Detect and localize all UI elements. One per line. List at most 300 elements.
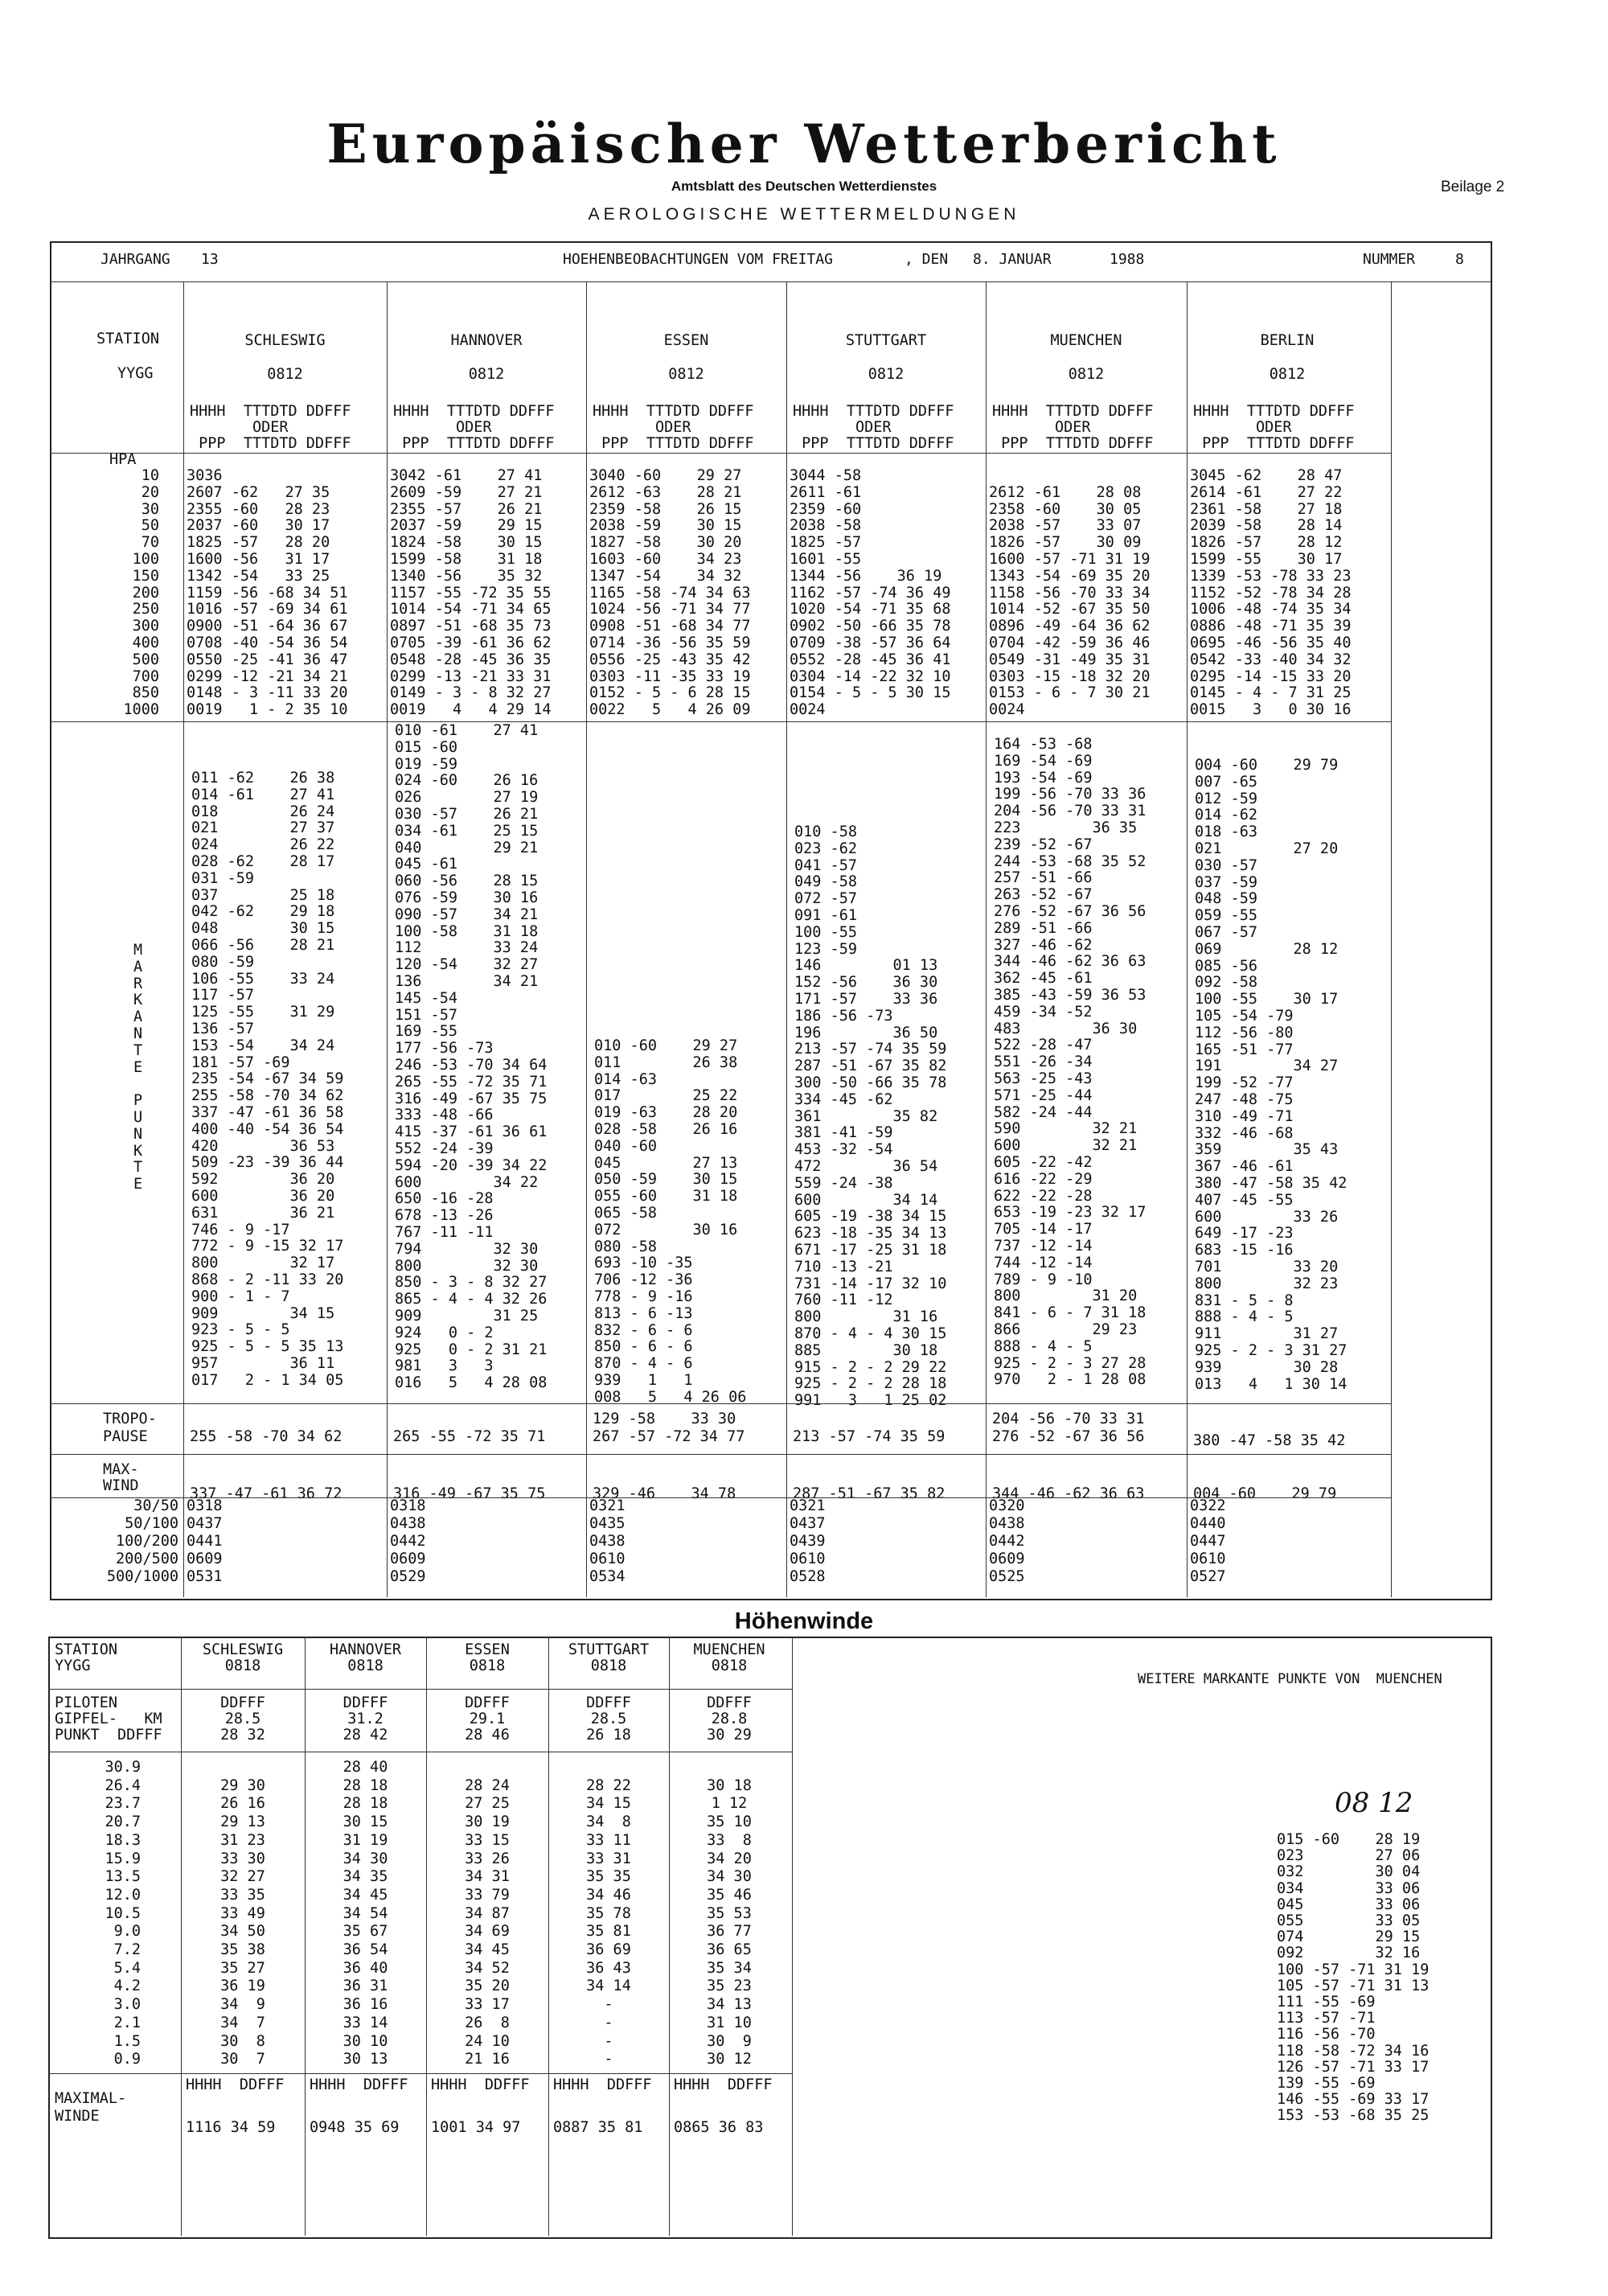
piloten-label: GIPFEL- KM xyxy=(55,1711,162,1727)
significant-point-value: 300 -50 -66 35 78 xyxy=(794,1074,947,1091)
significant-point-value: 420 36 53 xyxy=(191,1137,335,1155)
height-wind-value: 36 40 xyxy=(343,1959,388,1977)
standard-level-value: 0022 5 4 26 09 xyxy=(589,701,751,719)
significant-point-value: 800 32 30 xyxy=(395,1257,539,1275)
year: 1988 xyxy=(1110,251,1145,268)
row-divider xyxy=(50,721,1391,722)
significant-point-value: 459 -34 -52 xyxy=(994,1003,1093,1021)
wind-height: 5.4 xyxy=(113,1959,141,1977)
height-wind-value: 36 65 xyxy=(707,1941,752,1958)
station-yygg: 0812 xyxy=(668,366,704,383)
significant-point-value: 794 32 30 xyxy=(395,1240,539,1258)
standard-level-value: 1603 -60 34 23 xyxy=(589,551,742,568)
column-header: HHHH TTTDTD DDFFF xyxy=(190,403,351,420)
standard-level-value: 2612 -61 28 08 xyxy=(989,483,1142,501)
height-wind-value: 33 49 xyxy=(220,1904,265,1922)
tropopause-label: TROPO- xyxy=(103,1411,157,1427)
standard-level-value: 0708 -40 -54 36 54 xyxy=(187,635,348,651)
row-divider xyxy=(48,2073,792,2074)
significant-point-value: 622 -22 -28 xyxy=(994,1187,1093,1205)
significant-point-value: 925 0 - 2 31 21 xyxy=(395,1341,548,1358)
station-yygg: 0818 xyxy=(711,1657,748,1674)
markante-punkte-label: K xyxy=(133,992,143,1009)
significant-point-value: 415 -37 -61 36 61 xyxy=(395,1123,548,1141)
weitere-point-value: 100 -57 -71 31 19 xyxy=(1277,1961,1430,1978)
column-header: HHHH TTTDTD DDFFF xyxy=(393,403,555,420)
standard-level-value: 2609 -59 27 21 xyxy=(390,483,543,501)
significant-point-value: 090 -57 34 21 xyxy=(395,906,539,923)
nummer: 8 xyxy=(1455,251,1464,268)
standard-level-value: 3045 -62 28 47 xyxy=(1190,467,1343,484)
height-wind-value: 33 26 xyxy=(465,1850,510,1867)
significant-point-value: 925 - 2 - 3 31 27 xyxy=(1195,1342,1348,1359)
significant-point-value: 925 - 2 - 3 27 28 xyxy=(994,1354,1147,1372)
standard-level-value: 2038 -58 xyxy=(790,517,862,535)
thickness-value: 0610 xyxy=(589,1551,626,1567)
station-yygg: 0818 xyxy=(224,1657,261,1674)
significant-point-value: 900 - 1 - 7 xyxy=(191,1288,290,1305)
significant-point-value: 316 -49 -67 35 75 xyxy=(395,1090,548,1107)
tropopause-label: PAUSE xyxy=(103,1428,148,1445)
wind-height: 30.9 xyxy=(105,1759,141,1776)
standard-level-value: 2607 -62 27 35 xyxy=(187,483,330,501)
thickness-label: 50/100 xyxy=(125,1515,178,1532)
significant-point-value: 223 36 35 xyxy=(994,819,1138,836)
height-wind-value: 34 7 xyxy=(220,2014,265,2031)
weitere-point-value: 113 -57 -71 xyxy=(1277,2010,1376,2027)
thickness-label: 100/200 xyxy=(116,1533,178,1550)
height-wind-value: 26 16 xyxy=(220,1795,265,1813)
thickness-value: 0437 xyxy=(187,1515,223,1532)
wind-height: 18.3 xyxy=(105,1831,141,1849)
height-wind-value: 30 12 xyxy=(707,2051,752,2068)
wind-height: 4.2 xyxy=(113,1978,141,1995)
significant-point-value: 072 -57 xyxy=(794,890,857,908)
significant-point-value: 010 -58 xyxy=(794,824,857,840)
significant-point-value: 551 -26 -34 xyxy=(994,1054,1093,1071)
standard-level-value: 0024 xyxy=(790,701,826,719)
height-wind-value: 33 14 xyxy=(343,2014,388,2031)
pressure-level: 500 xyxy=(132,651,159,668)
markante-punkte-label: E xyxy=(133,1058,143,1076)
height-wind-value: 35 53 xyxy=(707,1904,752,1922)
significant-point-value: 199 -52 -77 xyxy=(1195,1074,1294,1092)
significant-point-value: 924 0 - 2 xyxy=(395,1324,494,1341)
column-header: ODER xyxy=(1193,419,1292,436)
significant-point-value: 239 -52 -67 xyxy=(994,836,1093,853)
standard-level-value: 2037 -59 29 15 xyxy=(390,517,543,535)
significant-point-value: 021 27 20 xyxy=(1195,840,1339,857)
section-title: AEROLOGISCHE WETTERMELDUNGEN xyxy=(588,205,1020,224)
significant-point-value: 024 26 22 xyxy=(191,836,335,854)
pressure-level: 400 xyxy=(132,635,159,651)
significant-point-value: 813 - 6 -13 xyxy=(594,1304,693,1322)
significant-point-value: 957 36 11 xyxy=(191,1355,335,1372)
beilage: Beilage 2 xyxy=(1441,179,1505,195)
significant-point-value: 731 -14 -17 32 10 xyxy=(794,1275,947,1292)
height-wind-value: 34 52 xyxy=(465,1959,510,1977)
height-wind-value: 36 31 xyxy=(343,1978,388,1995)
height-wind-value: 31 10 xyxy=(707,2014,752,2031)
height-wind-value: 32 27 xyxy=(220,1868,265,1886)
standard-level-value: 1024 -56 -71 34 77 xyxy=(589,601,751,618)
significant-point-value: 789 - 9 -10 xyxy=(994,1271,1093,1288)
height-wind-value: 34 8 xyxy=(586,1813,631,1831)
weitere-point-value: 116 -56 -70 xyxy=(1277,2026,1376,2043)
standard-level-value: 2614 -61 27 22 xyxy=(1190,483,1343,501)
standard-level-value: 0019 1 - 2 35 10 xyxy=(187,701,348,719)
significant-point-value: 888 - 4 - 5 xyxy=(994,1337,1093,1355)
significant-point-value: 653 -19 -23 32 17 xyxy=(994,1204,1147,1222)
significant-point-value: 123 -59 xyxy=(794,940,857,958)
thickness-value: 0609 xyxy=(187,1551,223,1567)
significant-point-value: 650 -16 -28 xyxy=(395,1190,494,1208)
maximal-winde-value: 1001 34 97 xyxy=(431,2119,521,2136)
standard-level-value: 2359 -58 26 15 xyxy=(589,500,742,518)
significant-point-value: 344 -46 -62 36 63 xyxy=(994,953,1147,971)
wind-height: 13.5 xyxy=(105,1868,141,1886)
standard-level-value: 1162 -57 -74 36 49 xyxy=(790,584,951,602)
maximal-winde-value: 0948 35 69 xyxy=(310,2119,400,2136)
significant-point-value: 594 -20 -39 34 22 xyxy=(395,1156,548,1174)
pressure-level: 70 xyxy=(141,534,159,552)
weitere-point-value: 032 30 04 xyxy=(1277,1863,1421,1881)
significant-point-value: 136 -57 xyxy=(191,1021,254,1037)
tropopause-value: 204 -56 -70 33 31 xyxy=(992,1411,1145,1427)
markante-punkte-label: A xyxy=(133,958,143,975)
height-wind-value: 33 30 xyxy=(220,1850,265,1867)
significant-point-value: 850 - 6 - 6 xyxy=(594,1338,693,1356)
significant-point-value: 909 31 25 xyxy=(395,1308,539,1325)
significant-point-value: 472 36 54 xyxy=(794,1158,938,1175)
standard-level-value: 0552 -28 -45 36 41 xyxy=(790,651,951,668)
standard-level-value: 2038 -57 33 07 xyxy=(989,517,1142,535)
significant-point-value: 800 32 17 xyxy=(191,1255,335,1272)
significant-point-value: 381 -41 -59 xyxy=(794,1124,893,1142)
significant-point-value: 683 -15 -16 xyxy=(1195,1242,1294,1259)
station-name: STUTTGART xyxy=(568,1641,650,1658)
significant-point-value: 031 -59 xyxy=(191,869,254,887)
significant-point-value: 605 -22 -42 xyxy=(994,1154,1093,1171)
significant-point-value: 509 -23 -39 36 44 xyxy=(191,1154,344,1172)
station-yygg: 0812 xyxy=(1269,366,1306,383)
markante-punkte-label: U xyxy=(133,1109,143,1126)
height-wind-value: 35 10 xyxy=(707,1813,752,1831)
height-wind-value: 35 23 xyxy=(707,1978,752,1995)
standard-level-value: 0556 -25 -43 35 42 xyxy=(589,651,751,668)
standard-level-value: 0897 -51 -68 35 73 xyxy=(390,618,552,635)
significant-point-value: 065 -58 xyxy=(594,1205,657,1222)
row-divider xyxy=(50,1454,1391,1455)
markante-punkte-label: K xyxy=(133,1142,143,1160)
markante-punkte-label: T xyxy=(133,1159,143,1177)
weitere-point-value: 126 -57 -71 33 17 xyxy=(1277,2058,1430,2076)
standard-level-value: 2355 -60 28 23 xyxy=(187,500,330,518)
significant-point-value: 590 32 21 xyxy=(994,1120,1138,1138)
significant-point-value: 191 34 27 xyxy=(1195,1058,1339,1075)
thickness-label: 30/50 xyxy=(133,1497,178,1514)
standard-level-value: 1825 -57 xyxy=(790,534,862,552)
standard-level-value: 0896 -49 -64 36 62 xyxy=(989,618,1151,635)
standard-level-value: 0024 xyxy=(989,701,1025,719)
standard-level-value: 3040 -60 29 27 xyxy=(589,467,742,484)
significant-point-value: 332 -46 -68 xyxy=(1195,1124,1294,1142)
height-wind-value: 28 40 xyxy=(343,1759,388,1776)
height-wind-value: 30 8 xyxy=(220,2032,265,2050)
height-wind-value: 34 20 xyxy=(707,1850,752,1867)
standard-level-value: 0714 -36 -56 35 59 xyxy=(589,635,751,651)
height-wind-value: 30 19 xyxy=(465,1813,510,1831)
tropopause-value: 213 -57 -74 35 59 xyxy=(793,1428,946,1445)
significant-point-value: 563 -25 -43 xyxy=(994,1070,1093,1087)
standard-level-value: 2612 -63 28 21 xyxy=(589,483,742,501)
standard-level-value: 0304 -14 -22 32 10 xyxy=(790,667,951,685)
wind-height: 7.2 xyxy=(113,1941,141,1958)
station-name: MUENCHEN xyxy=(693,1641,765,1658)
significant-point-value: 186 -56 -73 xyxy=(794,1007,893,1025)
column-header: ODER xyxy=(793,419,892,436)
standard-level-value: 1344 -56 36 19 xyxy=(790,567,942,585)
significant-point-value: 076 -59 30 16 xyxy=(395,889,539,906)
column-divider xyxy=(1391,281,1392,1597)
column-divider xyxy=(986,281,987,1597)
thickness-value: 0321 xyxy=(790,1497,826,1514)
significant-point-value: 710 -13 -21 xyxy=(794,1258,893,1275)
standard-level-value: 0705 -39 -61 36 62 xyxy=(390,635,552,651)
height-wind-value: 34 9 xyxy=(220,1996,265,2014)
thickness-value: 0442 xyxy=(390,1533,426,1550)
markante-punkte-label: E xyxy=(133,1176,143,1193)
significant-point-value: 925 - 5 - 5 35 13 xyxy=(191,1338,344,1356)
standard-level-value: 1014 -52 -67 35 50 xyxy=(989,601,1151,618)
standard-level-value: 2361 -58 27 18 xyxy=(1190,500,1343,518)
significant-point-value: 522 -28 -47 xyxy=(994,1037,1093,1054)
row-divider xyxy=(48,1689,792,1690)
significant-point-value: 165 -51 -77 xyxy=(1195,1041,1294,1058)
column-divider xyxy=(786,281,787,1597)
significant-point-value: 244 -53 -68 35 52 xyxy=(994,852,1147,870)
wind-height: 1.5 xyxy=(113,2032,141,2050)
significant-point-value: 310 -49 -71 xyxy=(1195,1107,1294,1125)
thickness-value: 0531 xyxy=(187,1568,223,1585)
significant-point-value: 744 -12 -14 xyxy=(994,1254,1093,1271)
thickness-value: 0321 xyxy=(589,1497,626,1514)
hoehenwinde-title: Höhenwinde xyxy=(734,1608,874,1634)
significant-point-value: 059 -55 xyxy=(1195,907,1257,925)
significant-point-value: 705 -14 -17 xyxy=(994,1221,1093,1238)
significant-point-value: 042 -62 29 18 xyxy=(191,903,335,921)
weitere-markante-punkte-title: WEITERE MARKANTE PUNKTE VON MUENCHEN xyxy=(1138,1671,1442,1687)
height-wind-value: 33 17 xyxy=(465,1996,510,2014)
standard-level-value: 1343 -54 -69 35 20 xyxy=(989,567,1151,585)
nummer-label: NUMMER xyxy=(1363,251,1416,268)
significant-point-value: 164 -53 -68 xyxy=(994,736,1093,753)
pressure-level: 150 xyxy=(132,567,159,585)
significant-point-value: 037 -59 xyxy=(1195,873,1257,891)
pilot-summit-value: 31.2 xyxy=(347,1711,384,1727)
significant-point-value: 361 35 82 xyxy=(794,1107,938,1125)
height-wind-value: 1 12 xyxy=(711,1795,748,1813)
significant-point-value: 067 -57 xyxy=(1195,924,1257,941)
significant-point-value: 019 -63 28 20 xyxy=(594,1104,738,1122)
pilot-summit-value: 28 42 xyxy=(343,1727,388,1744)
significant-point-value: 915 - 2 - 2 29 22 xyxy=(794,1358,947,1376)
maximal-winde-label: WINDE xyxy=(55,2108,100,2125)
pilot-summit-value: 29.1 xyxy=(469,1711,506,1727)
significant-point-value: 010 -61 27 41 xyxy=(395,722,539,739)
height-wind-value: 33 35 xyxy=(220,1886,265,1904)
column-header: PPP TTTDTD DDFFF xyxy=(793,435,954,452)
standard-level-value: 1342 -54 33 25 xyxy=(187,567,330,585)
significant-point-value: 136 34 21 xyxy=(395,973,539,990)
significant-point-value: 100 -58 31 18 xyxy=(395,922,539,940)
significant-point-value: 028 -62 28 17 xyxy=(191,853,335,870)
column-header: ODER xyxy=(190,419,289,436)
subtitle: Amtsblatt des Deutschen Wetterdienstes xyxy=(671,179,937,194)
pressure-level: 250 xyxy=(132,601,159,618)
pilot-summit-value: DDFFF xyxy=(465,1694,510,1711)
standard-level-value: 1347 -54 34 32 xyxy=(589,567,742,585)
significant-point-value: 287 -51 -67 35 82 xyxy=(794,1058,947,1075)
markante-punkte-label: T xyxy=(133,1041,143,1059)
standard-level-value: 1157 -55 -72 35 55 xyxy=(390,584,552,602)
significant-point-value: 153 -54 34 24 xyxy=(191,1037,335,1054)
thickness-value: 0534 xyxy=(589,1568,626,1585)
significant-point-value: 888 - 4 - 5 xyxy=(1195,1308,1294,1326)
significant-point-value: 767 -11 -11 xyxy=(395,1224,494,1241)
column-divider xyxy=(792,1637,793,2236)
significant-point-value: 019 -59 xyxy=(395,755,457,773)
station-name: ESSEN xyxy=(465,1641,510,1658)
station-name: MUENCHEN xyxy=(1050,332,1122,349)
height-wind-value: 31 23 xyxy=(220,1831,265,1849)
thickness-value: 0609 xyxy=(989,1551,1025,1567)
tropopause-value: 129 -58 33 30 xyxy=(593,1411,736,1427)
significant-point-value: 600 36 20 xyxy=(191,1188,335,1205)
station-name: ESSEN xyxy=(663,332,709,349)
significant-point-value: 380 -47 -58 35 42 xyxy=(1195,1175,1348,1192)
height-wind-value: 28 18 xyxy=(343,1795,388,1813)
markante-punkte-label: M xyxy=(133,942,143,959)
significant-point-value: 092 -58 xyxy=(1195,974,1257,992)
pressure-level: 700 xyxy=(132,667,159,685)
wind-height: 23.7 xyxy=(105,1795,141,1813)
pilot-summit-value: 28.5 xyxy=(590,1711,627,1727)
height-wind-value: 34 15 xyxy=(586,1795,631,1813)
maximal-winde-label: MAXIMAL- xyxy=(55,2090,127,2107)
maximal-winde-value: 0865 36 83 xyxy=(674,2119,764,2136)
significant-point-value: 151 -57 xyxy=(395,1006,457,1024)
standard-level-value: 2611 -61 xyxy=(790,483,862,501)
significant-point-value: 152 -56 36 30 xyxy=(794,974,938,992)
height-wind-value: 30 7 xyxy=(220,2051,265,2068)
maxwind-label: MAX- xyxy=(103,1461,139,1478)
standard-level-value: 0704 -42 -59 36 46 xyxy=(989,635,1151,651)
maximal-winde-header: HHHH DDFFF xyxy=(186,2076,285,2093)
weitere-point-value: 105 -57 -71 31 13 xyxy=(1277,1977,1430,1994)
height-wind-value: 24 10 xyxy=(465,2032,510,2050)
station-name: BERLIN xyxy=(1260,332,1315,349)
weitere-point-value: 092 32 16 xyxy=(1277,1945,1421,1962)
weitere-point-value: 034 33 06 xyxy=(1277,1879,1421,1897)
significant-point-value: 011 -62 26 38 xyxy=(191,770,335,787)
significant-point-value: 125 -55 31 29 xyxy=(191,1004,335,1021)
standard-level-value: 0295 -14 -15 33 20 xyxy=(1190,667,1352,685)
station-yygg: 0812 xyxy=(267,366,303,383)
wind-height: 15.9 xyxy=(105,1850,141,1867)
significant-point-value: 649 -17 -23 xyxy=(1195,1225,1294,1242)
height-wind-value: - xyxy=(604,2051,613,2068)
significant-point-value: 246 -53 -70 34 64 xyxy=(395,1057,548,1074)
standard-level-value: 2037 -60 30 17 xyxy=(187,517,330,535)
column-header: PPP TTTDTD DDFFF xyxy=(1193,435,1355,452)
height-wind-value: 34 69 xyxy=(465,1923,510,1941)
station-label: STATION xyxy=(96,331,159,347)
column-header: PPP TTTDTD DDFFF xyxy=(393,435,555,452)
significant-point-value: 034 -61 25 15 xyxy=(395,822,539,840)
thickness-value: 0437 xyxy=(790,1515,826,1532)
significant-point-value: 045 27 13 xyxy=(594,1154,738,1172)
significant-point-value: 060 -56 28 15 xyxy=(395,873,539,890)
significant-point-value: 193 -54 -69 xyxy=(994,769,1093,787)
standard-level-value: 0299 -12 -21 34 21 xyxy=(187,667,348,685)
standard-level-value: 2359 -60 xyxy=(790,500,862,518)
standard-level-value: 0908 -51 -68 34 77 xyxy=(589,618,751,635)
thickness-value: 0322 xyxy=(1190,1497,1226,1514)
weitere-point-value: 118 -58 -72 34 16 xyxy=(1277,2042,1430,2060)
standard-level-value: 1599 -58 31 18 xyxy=(390,551,543,568)
standard-level-value: 1824 -58 30 15 xyxy=(390,534,543,552)
station-yygg: 0812 xyxy=(868,366,904,383)
pressure-level: 850 xyxy=(132,684,159,702)
significant-point-value: 012 -59 xyxy=(1195,790,1257,807)
significant-point-value: 334 -45 -62 xyxy=(794,1090,893,1108)
standard-level-value: 2355 -57 26 21 xyxy=(390,500,543,518)
pilot-summit-value: 30 29 xyxy=(707,1727,752,1744)
markante-punkte-label: A xyxy=(133,1008,143,1026)
significant-point-value: 911 31 27 xyxy=(1195,1325,1339,1343)
significant-point-value: 120 -54 32 27 xyxy=(395,956,539,974)
standard-level-value: 1159 -56 -68 34 51 xyxy=(187,584,348,602)
standard-level-value: 0549 -31 -49 35 31 xyxy=(989,651,1151,668)
significant-point-value: 028 -58 26 16 xyxy=(594,1121,738,1138)
standard-level-value: 0145 - 4 - 7 31 25 xyxy=(1190,684,1352,702)
significant-point-value: 196 36 50 xyxy=(794,1024,938,1041)
column-divider xyxy=(183,281,184,1597)
standard-level-value: 1827 -58 30 20 xyxy=(589,534,742,552)
thickness-value: 0442 xyxy=(989,1533,1025,1550)
height-wind-value: 34 30 xyxy=(343,1850,388,1867)
standard-level-value: 0149 - 3 - 8 32 27 xyxy=(390,684,552,702)
height-wind-value: 34 35 xyxy=(343,1868,388,1886)
weitere-point-value: 045 33 06 xyxy=(1277,1896,1421,1913)
weitere-point-value: 153 -53 -68 35 25 xyxy=(1277,2107,1430,2125)
weitere-point-value: 015 -60 28 19 xyxy=(1277,1831,1421,1848)
standard-level-value: 0542 -33 -40 34 32 xyxy=(1190,651,1352,668)
height-wind-value: 27 25 xyxy=(465,1795,510,1813)
piloten-label: PUNKT DDFFF xyxy=(55,1727,162,1744)
standard-level-value: 0153 - 6 - 7 30 21 xyxy=(989,684,1151,702)
column-header: HHHH TTTDTD DDFFF xyxy=(1193,403,1355,420)
significant-point-value: 265 -55 -72 35 71 xyxy=(395,1073,548,1090)
height-wind-value: 34 13 xyxy=(707,1996,752,2014)
significant-point-value: 072 30 16 xyxy=(594,1221,738,1238)
significant-point-value: 991 3 1 25 02 xyxy=(794,1392,947,1410)
significant-point-value: 631 36 21 xyxy=(191,1204,335,1222)
maxwind-value: 337 -47 -61 36 72 xyxy=(190,1485,343,1502)
significant-point-value: 600 33 26 xyxy=(1195,1208,1339,1226)
significant-point-value: 706 -12 -36 xyxy=(594,1271,693,1289)
